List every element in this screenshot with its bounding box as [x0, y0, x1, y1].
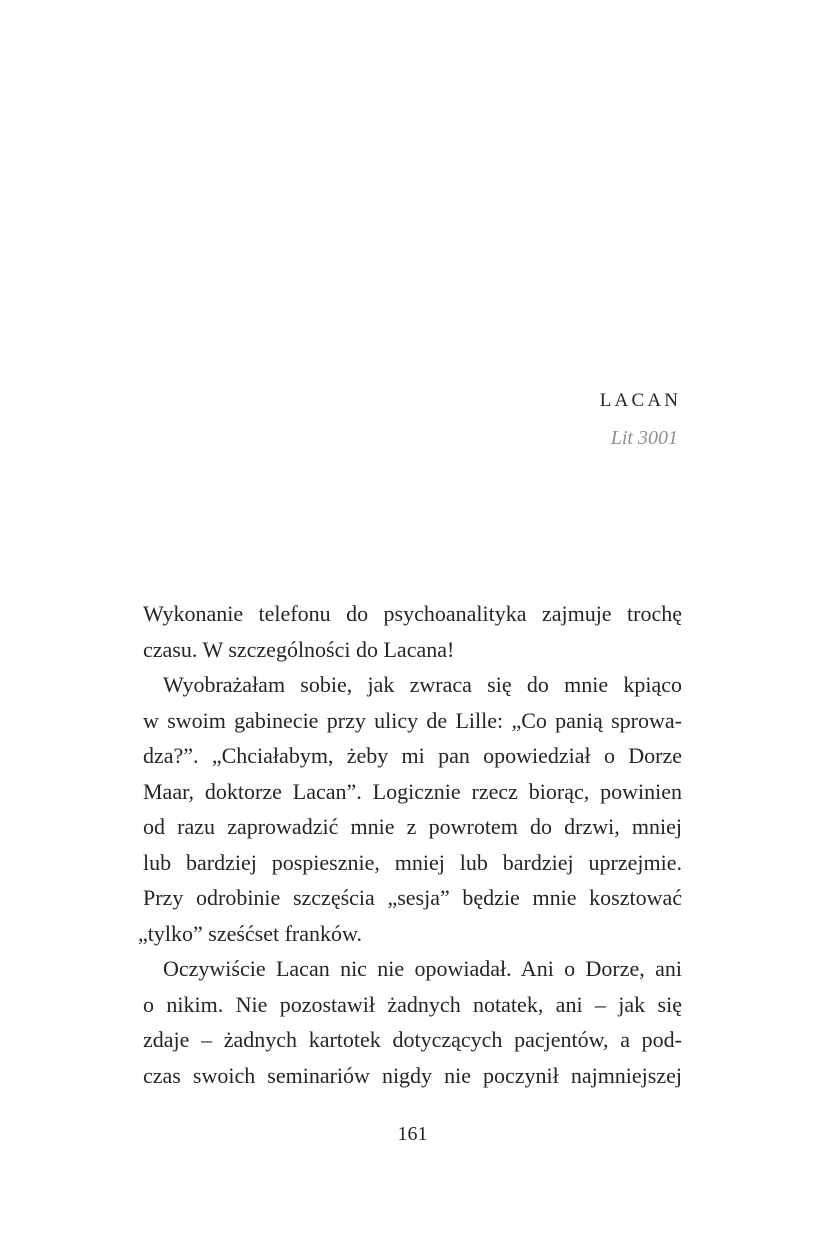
text-line: czasu. W szczególności do Lacana! — [143, 636, 455, 662]
text-line: „tylko” sześćset franków. — [138, 920, 362, 946]
text-line: Oczywiście Lacan nic nie opowiadał. Ani o Dorze, ani — [163, 956, 682, 981]
text-line: Przy odrobinie szczęścia „sesja” będzie mnie kosztować — [143, 885, 682, 910]
text-line: dza?”. „Chciałabym, żeby mi pan opowiedział o Dorze — [143, 743, 682, 768]
chapter-header — [599, 390, 682, 450]
text-line: czas swoich seminariów nigdy nie poczynił najmniejszej — [143, 1062, 682, 1088]
text-line: Wykonanie telefonu do psychoanalityka zajmuje trochę — [143, 601, 682, 626]
chapter-subtitle: Lit 3001 — [610, 427, 678, 449]
page-number: 161 — [397, 1123, 428, 1145]
chapter-title: LACAN — [599, 390, 682, 411]
body-text — [138, 596, 682, 1093]
text-line: Wyobrażałam sobie, jak zwraca się do mnie kpiąco — [163, 672, 682, 697]
text-line: o nikim. Nie pozostawił żadnych notatek, ani – jak się — [143, 991, 682, 1017]
text-line: w swoim gabinecie przy ulicy de Lille: „Co panią sprowa- — [143, 707, 682, 733]
text-line: lub bardziej pospiesznie, mniej lub bardziej uprzejmie. — [143, 849, 682, 875]
text-line: Maar, doktorze Lacan”. Logicznie rzecz biorąc, powinien — [143, 778, 682, 804]
text-line: od razu zaprowadzić mnie z powrotem do drzwi, mniej — [143, 814, 682, 839]
text-line: zdaje – żadnych kartotek dotyczących pacjentów, a pod- — [143, 1027, 682, 1052]
